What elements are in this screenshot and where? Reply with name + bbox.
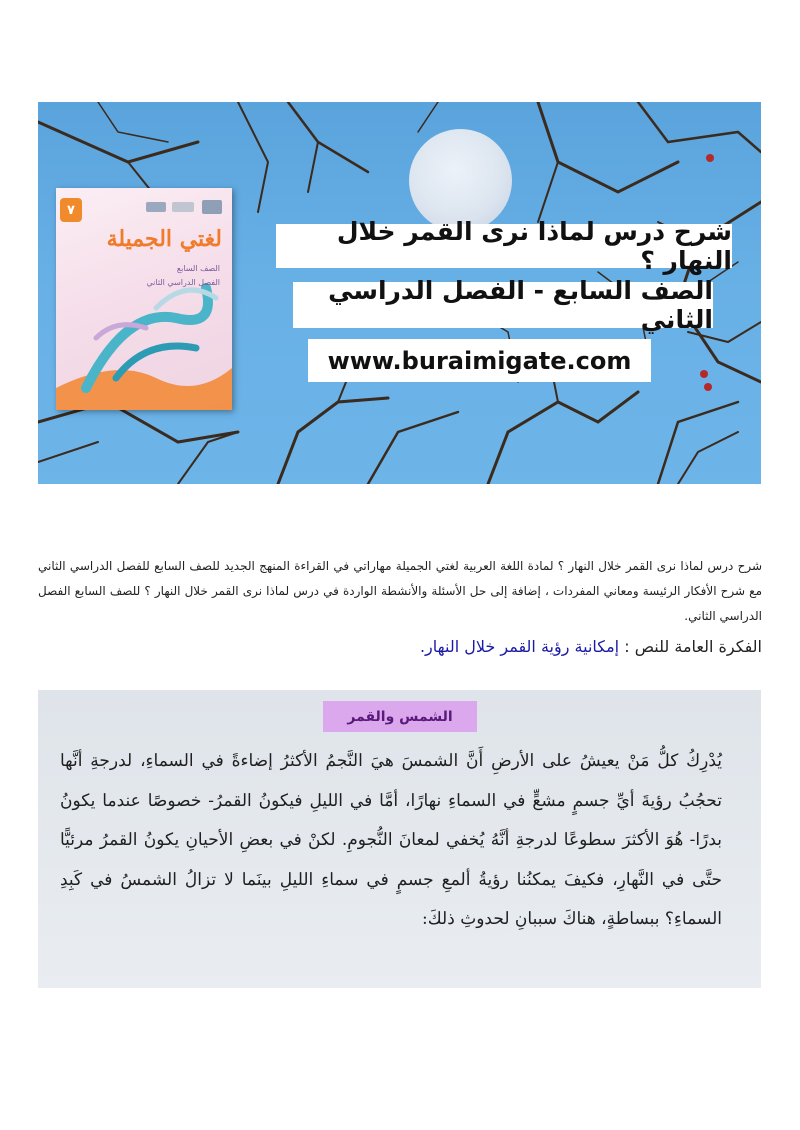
intro-paragraph: شرح درس لماذا نرى القمر خلال النهار ؟ لمادة اللغة العربية لغتي الجميلة مهاراتي في القراءة المنهج الجديد للصف السابع للفصل الدراسي الثاني مع شرح الأفكار الرئيسة ومعاني المفردات ، إضافة إلى حل الأسئلة والأنشطة الواردة في درس لماذا نرى القمر خلال النهار ؟ للصف السابع الفصل الدراسي الثاني. [38,559,762,623]
excerpt-title: الشمس والقمر [323,701,477,732]
book-title: لغتي الجميلة [106,226,222,252]
lesson-excerpt [38,690,761,988]
book-semester: الفصل الدراسي الثاني [146,278,220,287]
calligraphy-decoration [56,188,232,410]
book-grade: الصف السابع [176,264,220,273]
main-idea [38,637,762,656]
header-banner [38,102,761,484]
banner-subtitle: الصف السابع - الفصل الدراسي الثاني [293,282,713,328]
main-idea-value: إمكانية رؤية القمر خلال النهار. [419,637,620,656]
ministry-logos [146,198,226,216]
banner-title: شرح درس لماذا نرى القمر خلال النهار ؟ [276,224,732,268]
excerpt-text: يُدْرِكُ كلُّ مَنْ يعيشُ على الأرضِ أَنَّ الشمسَ هيَ النَّجمُ الأكثرُ إضاءةً في السماءِ، لدرجةِ أنَّها تحجُبُ رؤيةَ أيِّ جسمٍ مشعٍّ في السماءِ نهارًا، أمَّا في الليلِ فيكونُ القمرُ- خصوصًا عندما يكونُ بدرًا- هُوَ الأكثرَ سطوعًا لدرجةِ أنَّهُ يُخفي لمعانَ النُّجومِ. لكنْ في بعضِ الأحيانِ يكونُ القمرُ مرئيًّا حتَّى في النَّهارِ، فكيفَ يمكنُنا رؤيةُ ألمعِ جسمٍ في سماءِ الليلِ بينَما لا تزالُ الشمسُ في كَبِدِ السماءِ؟ ببساطةٍ، هناكَ سببانِ لحدوثِ ذلكَ: [60,751,722,929]
main-idea-label: الفكرة العامة للنص : [624,637,762,656]
textbook-cover [56,188,232,410]
website-url[interactable]: www.buraimigate.com [308,339,651,382]
grade-badge: ٧ [60,198,82,222]
